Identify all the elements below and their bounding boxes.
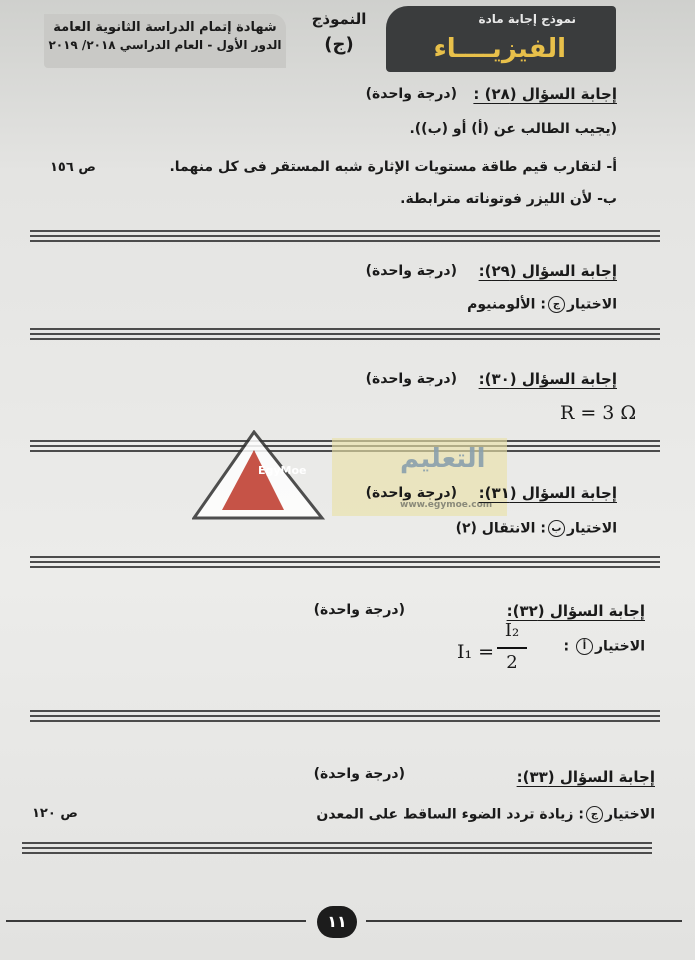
q33-grade: (درجة واحدة) xyxy=(313,766,405,782)
choice-circle: أ xyxy=(576,638,593,655)
q29-title: إجابة السؤال (٢٩): xyxy=(478,262,617,280)
watermark-brand: التعليم xyxy=(400,444,486,474)
q29-answer xyxy=(467,296,617,313)
q30-grade: (درجة واحدة) xyxy=(365,371,457,387)
colon: : xyxy=(563,638,574,655)
choice-circle: ب xyxy=(548,520,565,537)
footer-rule-right xyxy=(366,920,682,922)
model-word: النموذج xyxy=(311,10,367,28)
choice-word: الاختيار xyxy=(604,806,655,823)
subject-title: الفيزيــــاء xyxy=(433,34,566,64)
model-answer-label: نموذج إجابة مادة xyxy=(478,12,576,26)
choice-circle: ج xyxy=(548,296,565,313)
q31-grade: (درجة واحدة) xyxy=(365,485,457,501)
section-divider xyxy=(30,230,660,242)
q30-title: إجابة السؤال (٣٠): xyxy=(478,370,617,388)
choice-word: الاختيار xyxy=(594,638,645,655)
choice-word: الاختيار xyxy=(566,520,617,537)
q29-answer-text: : الألومنيوم xyxy=(467,296,546,313)
q31-answer xyxy=(456,520,617,537)
q32-lhs: I₁ = xyxy=(457,641,495,663)
page-header xyxy=(44,6,616,72)
section-divider xyxy=(30,556,660,568)
section-divider xyxy=(22,842,652,854)
q32-grade: (درجة واحدة) xyxy=(313,602,405,618)
fraction-denominator: 2 xyxy=(506,652,518,673)
q28-page-ref: ص ١٥٦ xyxy=(50,160,96,175)
q33-answer xyxy=(316,806,655,823)
q29-grade: (درجة واحدة) xyxy=(365,263,457,279)
q32-title: إجابة السؤال (٣٢): xyxy=(506,602,645,620)
watermark-logo-text: EgyMoe xyxy=(258,464,307,477)
exam-session: الدور الأول - العام الدراسي ٢٠١٨/ ٢٠١٩ xyxy=(48,38,282,52)
certificate-box xyxy=(44,14,286,68)
q33-page-ref: ص ١٢٠ xyxy=(32,806,78,821)
section-divider xyxy=(30,328,660,340)
section-divider xyxy=(30,710,660,722)
q28-instruction: (يجيب الطالب عن (أ) أو (ب)). xyxy=(409,121,617,137)
footer-rule-left xyxy=(6,920,306,922)
q33-answer-text: : زيادة تردد الضوء الساقط على المعدن xyxy=(316,806,584,823)
q31-title: إجابة السؤال (٣١): xyxy=(478,484,617,502)
q30-answer-formula: R = 3 Ω xyxy=(560,402,637,424)
model-letter: (ج) xyxy=(324,34,354,55)
fraction-bar xyxy=(497,647,527,649)
model-box xyxy=(294,6,384,72)
q28-title: إجابة السؤال (٢٨) : xyxy=(473,85,617,103)
page-number: ١١ xyxy=(317,906,357,938)
choice-word: الاختيار xyxy=(566,296,617,313)
q32-fraction xyxy=(497,620,527,680)
q28-grade: (درجة واحدة) xyxy=(365,86,457,102)
q28-answer-b: ب- لأن الليزر فوتوناته مترابطة. xyxy=(400,191,617,207)
fraction-numerator: I₂ xyxy=(504,620,520,641)
choice-circle: ج xyxy=(586,806,603,823)
subject-banner xyxy=(386,6,616,72)
watermark-site: www.egymoe.com xyxy=(400,500,493,510)
q32-answer xyxy=(563,638,645,655)
q28-answer-a: أ- لتقارب قيم طاقة مستويات الإثارة شبه المستقر فى كل منهما. xyxy=(169,159,617,175)
q31-answer-text: : الانتقال (٢) xyxy=(455,520,546,537)
certificate-title: شهادة إتمام الدراسة الثانوية العامة xyxy=(53,20,277,35)
q33-title: إجابة السؤال (٣٣): xyxy=(516,768,655,786)
